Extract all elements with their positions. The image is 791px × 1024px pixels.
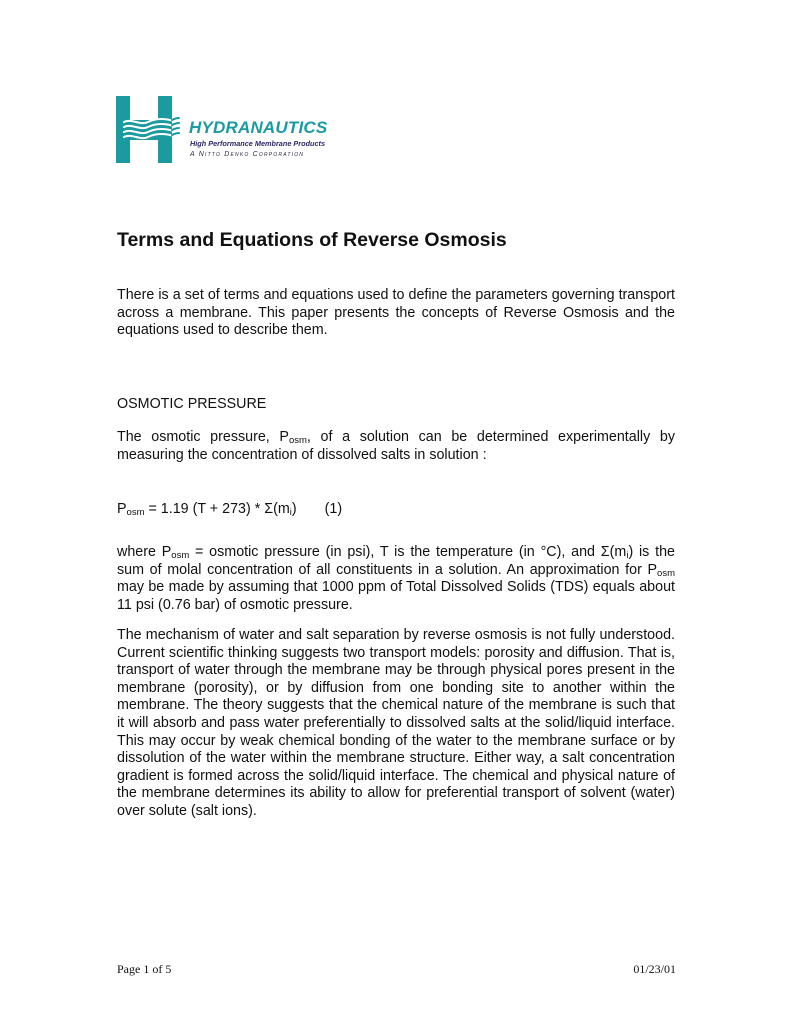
hydranautics-h-waves-logo-icon [116,96,180,163]
text-run: ) is the sum of molal concentration of all constituents in a solution. An approximation for P [117,544,676,578]
intro-paragraph: There is a set of terms and equations used to define the parameters governing transport across a membrane. This paper presents the concepts of Reverse Osmosis and the equations used to describe them. [117,287,675,339]
brand-name: HYDRANAUTICS [189,118,328,137]
equation-1 [117,500,342,518]
text-run: where P [117,544,172,560]
company-logo [116,96,346,164]
mechanism-paragraph: The mechanism of water and salt separation by reverse osmosis is not fully understood. Current scientific thinking suggests two transport models: porosity and diffusion. That is, transport of water through the membrane may be through physical pores present in the membrane (porosity), or by diffusion from one bonding site to another within the membrane. The theory suggests that the chemical nature of the membrane is such that it will absorb and pass water preferentially to dissolved salts at the solid/liquid interface. This may occur by weak chemical bonding of the water to the membrane surface or by dissolution of the water within the membrane structure. Either way, a salt concentration gradient is formed across the solid/liquid interface. The chemical and physical nature of the membrane determines its ability to allow for preferential transport of solvent (water) over solute (salt ions). [117,627,675,819]
subscript: osm [288,435,307,446]
equation-rhs-subscript: i [289,507,292,518]
equation-rhs: = 1.19 (T + 273) * Σ(m [144,501,290,517]
text-run: The osmotic pressure, P [117,429,289,445]
equation-rhs-close: ) [291,501,297,517]
section-heading-osmotic-pressure: OSMOTIC PRESSURE [117,396,267,412]
equation-lhs-subscript: osm [126,507,145,518]
osmotic-pressure-paragraph [117,429,675,464]
equation-number: (1) [324,501,343,517]
brand-tagline: High Performance Membrane Products [190,139,326,148]
text-run: = osmotic pressure (in psi), T is the temperature (in °C), and Σ(m [189,544,627,560]
equation-definitions-paragraph [117,544,675,614]
equation-lhs: P [117,501,127,517]
subscript: osm [657,567,675,579]
parent-corporation: A Nitto Denko Corporation [190,151,305,158]
document-title: Terms and Equations of Reverse Osmosis [117,229,507,251]
subscript: osm [171,550,190,561]
text-run: may be made by assuming that 1000 ppm of Total Dissolved Solids (TDS) equals about 11 psi (0.76 bar) of osmotic pressure. [117,579,675,613]
text-run: , of a solution can be determined experimentally by measuring the concentration of dissolved salts in solution : [117,429,675,463]
document-date: 01/23/01 [633,962,676,976]
subscript: i [626,550,629,561]
page-number: Page 1 of 5 [117,962,172,976]
